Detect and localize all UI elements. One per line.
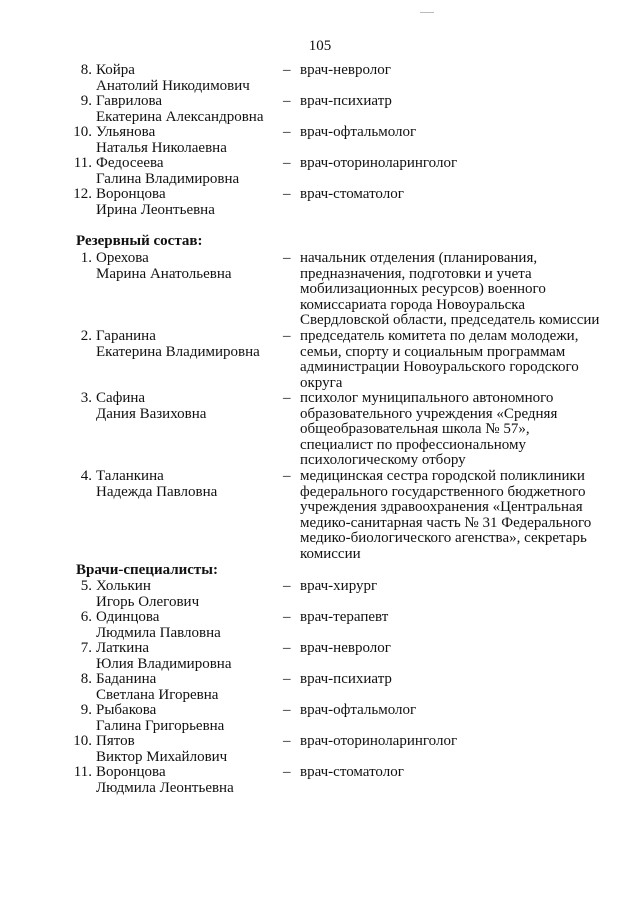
dash-separator: – (283, 671, 291, 687)
item-number: 9. (80, 93, 92, 109)
position-line: администрации Новоуральского городского (300, 359, 579, 376)
surname: Ульянова (96, 124, 156, 140)
surname: Воронцова (96, 764, 166, 780)
position-description (300, 672, 610, 688)
given-names: Галина Владимировна (96, 170, 240, 187)
surname: Сафина (96, 390, 146, 406)
position-line: предназначения, подготовки и учета (300, 265, 532, 282)
item-number: 9. (80, 702, 92, 718)
surname: Гаранина (96, 328, 156, 344)
item-number: 3. (80, 390, 92, 406)
position-line: комиссариата города Новоуральска (300, 296, 525, 313)
item-number: 2. (80, 328, 92, 344)
dash-separator: – (283, 733, 291, 749)
surname: Гаврилова (96, 93, 163, 109)
position-line: врач-оториноларинголог (300, 733, 458, 749)
position-line: семьи, спорту и социальным программам (300, 343, 566, 360)
surname: Холькин (96, 578, 151, 594)
position-description (300, 765, 610, 781)
surname: Орехова (96, 250, 149, 266)
item-number: 4. (80, 468, 92, 484)
position-line: врач-невролог (300, 62, 391, 78)
dash-separator: – (283, 62, 291, 78)
dash-separator: – (283, 328, 291, 344)
dash-separator: – (283, 578, 291, 594)
item-number: 8. (80, 62, 92, 78)
position-line: врач-психиатр (300, 93, 392, 109)
position-line: комиссии (300, 545, 361, 562)
position-description (300, 63, 610, 79)
item-number: 7. (80, 640, 92, 656)
item-number: 8. (80, 671, 92, 687)
position-description (300, 391, 610, 469)
position-line: врач-психиатр (300, 671, 392, 687)
dash-separator: – (283, 390, 291, 406)
position-line: председатель комитета по делам молодежи, (300, 328, 579, 344)
position-line: начальник отделения (планирования, (300, 250, 538, 266)
surname: Латкина (96, 640, 149, 656)
given-names: Надежда Павловна (96, 483, 218, 500)
position-line: федерального государственного бюджетного (300, 483, 586, 500)
position-line: общеобразовательная школа № 57», (300, 421, 530, 438)
position-line: образовательного учреждения «Средняя (300, 405, 558, 422)
dash-separator: – (283, 702, 291, 718)
position-line: врач-терапевт (300, 609, 389, 625)
dash-separator: – (283, 609, 291, 625)
given-names: Марина Анатольевна (96, 265, 232, 282)
item-number: 10. (73, 124, 92, 140)
position-line: врач-хирург (300, 578, 378, 594)
item-number: 5. (80, 578, 92, 594)
given-names: Анатолий Никодимович (96, 77, 250, 94)
dash-separator: – (283, 155, 291, 171)
position-line: учреждения здравоохранения «Центральная (300, 499, 583, 516)
given-names: Ирина Леонтьевна (96, 201, 215, 218)
position-description (300, 156, 610, 172)
position-description (300, 329, 610, 391)
surname: Пятов (96, 733, 135, 749)
item-number: 11. (73, 764, 92, 780)
dash-separator: – (283, 186, 291, 202)
surname: Койра (96, 62, 135, 78)
position-description (300, 734, 610, 750)
given-names: Светлана Игоревна (96, 686, 219, 703)
surname: Одинцова (96, 609, 160, 625)
position-description (300, 125, 610, 141)
item-number: 11. (73, 155, 92, 171)
dash-separator: – (283, 764, 291, 780)
specialists-heading: Врачи-специалисты: (76, 562, 219, 578)
reserve-heading: Резервный состав: (76, 233, 203, 249)
item-number: 12. (73, 186, 92, 202)
surname: Рыбакова (96, 702, 157, 718)
page-number: 105 (308, 38, 332, 54)
position-line: мобилизационных ресурсов) военного (300, 281, 546, 298)
given-names: Екатерина Владимировна (96, 343, 260, 360)
position-line: врач-офтальмолог (300, 702, 417, 718)
position-line: врач-невролог (300, 640, 391, 656)
surname: Баданина (96, 671, 157, 687)
position-line: врач-стоматолог (300, 186, 404, 202)
dash-separator: – (283, 93, 291, 109)
dash-separator: – (283, 124, 291, 140)
position-line: психологическому отбору (300, 452, 466, 469)
given-names: Юлия Владимировна (96, 655, 232, 672)
dash-separator: – (283, 250, 291, 266)
given-names: Екатерина Александровна (96, 108, 264, 125)
dash-separator: – (283, 640, 291, 656)
position-description (300, 610, 610, 626)
position-line: медико-санитарная часть № 31 Федерального (300, 514, 592, 531)
dash-separator: – (283, 468, 291, 484)
position-description (300, 641, 610, 657)
position-description (300, 94, 610, 110)
position-description (300, 579, 610, 595)
position-line: врач-стоматолог (300, 764, 404, 780)
position-line: врач-оториноларинголог (300, 155, 458, 171)
position-line: медицинская сестра городской поликлиники (300, 468, 585, 484)
given-names: Наталья Николаевна (96, 139, 227, 156)
position-line: врач-офтальмолог (300, 124, 417, 140)
item-number: 1. (80, 250, 92, 266)
position-description (300, 703, 610, 719)
given-names: Людмила Павловна (96, 624, 221, 641)
item-number: 6. (80, 609, 92, 625)
scan-mark (420, 12, 434, 13)
position-line: Свердловской области, председатель комиссии (300, 312, 600, 329)
surname: Таланкина (96, 468, 164, 484)
position-description (300, 187, 610, 203)
position-line: специалист по профессиональному (300, 436, 526, 453)
given-names: Галина Григорьевна (96, 717, 225, 734)
surname: Федосеева (96, 155, 164, 171)
given-names: Дания Вазиховна (96, 405, 207, 422)
position-description (300, 251, 610, 329)
item-number: 10. (73, 733, 92, 749)
position-description (300, 469, 610, 563)
position-line: психолог муниципального автономного (300, 390, 554, 406)
given-names: Людмила Леонтьевна (96, 779, 234, 796)
given-names: Виктор Михайлович (96, 748, 228, 765)
surname: Воронцова (96, 186, 166, 202)
position-line: округа (300, 374, 343, 391)
given-names: Игорь Олегович (96, 593, 200, 610)
position-line: медико-биологического агенства», секретарь (300, 530, 587, 547)
